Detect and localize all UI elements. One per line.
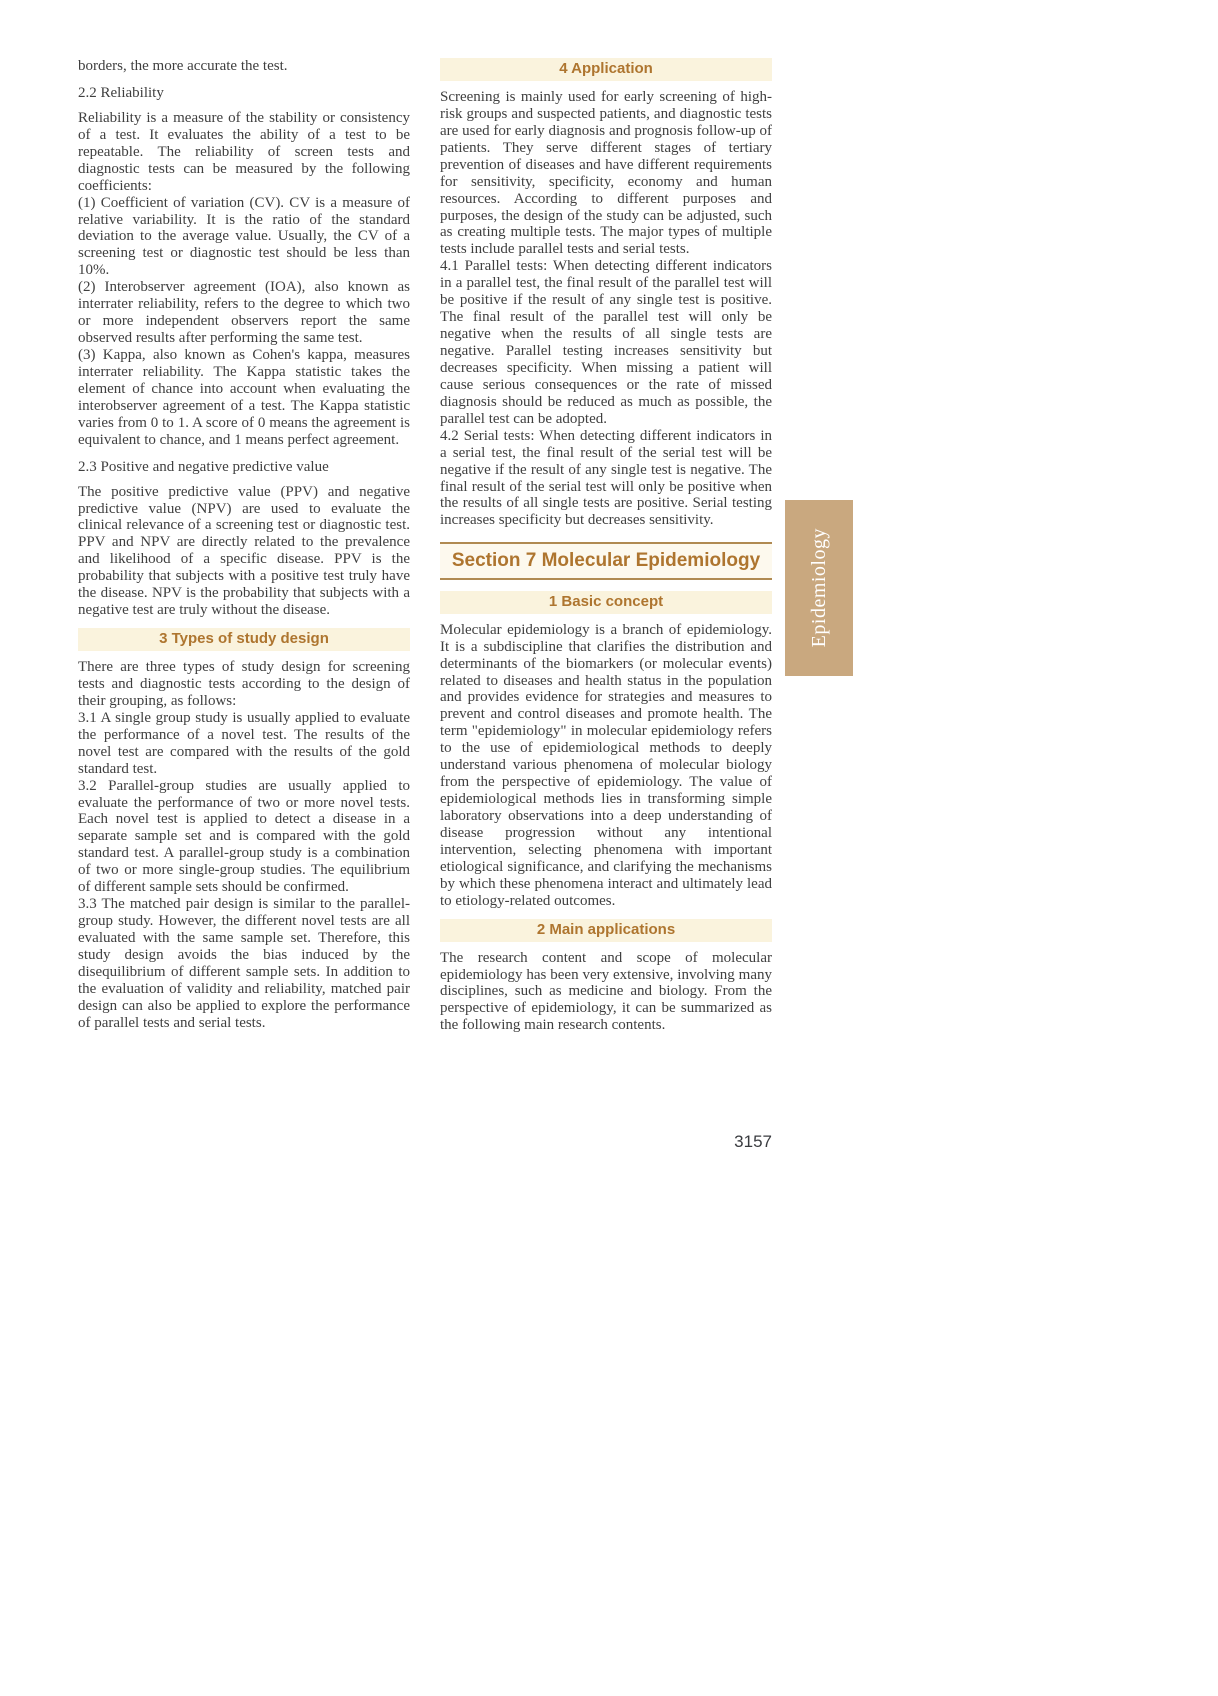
paragraph: 3.3 The matched pair design is similar to the parallel-group study. However, the different novel tests are all evaluated with the same sample set. Therefore, this study design avoids the bias induced by the disequilibrium of different sample sets. In addition to the evaluation of validity and reliability, matched pair design can also be applied to explore the performance of parallel tests and serial tests. [78, 896, 410, 1031]
highlighted-heading: 2 Main applications [440, 919, 772, 942]
section-heading: Section 7 Molecular Epidemiology [440, 542, 772, 579]
subsection-heading: 2.2 Reliability [78, 84, 164, 101]
paragraph: The research content and scope of molecular epidemiology has been very extensive, involving many disciplines, such as medicine and biology. From the perspective of epidemiology, it can be summarized as the following main research contents. [440, 949, 772, 1034]
paragraph: 4.1 Parallel tests: When detecting different indicators in a parallel test, the final result of the parallel test will be positive if the result of any single test is positive. The final result of the parallel test will only be negative when the results of all single tests are negative. Parallel testing increases sensitivity but decreases specificity. When missing a patient will cause serious consequences or the rate of missed diagnosis should be reduced as much as possible, the parallel test can be adopted. [440, 258, 772, 427]
right-column [440, 58, 772, 1034]
page-number: 3157 [734, 1132, 772, 1151]
paragraph: (3) Kappa, also known as Cohen's kappa, measures interrater reliability. The Kappa statistic takes the element of chance into account when evaluating the interobserver agreement of a test. The Kappa statistic varies from 0 to 1. A score of 0 means the agreement is equivalent to chance, and 1 means perfect agreement. [78, 347, 410, 448]
chapter-side-tab[interactable] [785, 500, 853, 676]
highlighted-heading: 4 Application [440, 58, 772, 81]
paragraph: 4.2 Serial tests: When detecting different indicators in a serial test, the final result of the serial test will be negative if the result of any single test is negative. The final result of the serial test will only be positive when the results of all single tests are positive. Serial testing increases specificity but decreases sensitivity. [440, 427, 772, 529]
page-content [78, 58, 772, 1034]
paragraph: 3.2 Parallel-group studies are usually applied to evaluate the performance of two or more novel tests. Each novel test is applied to detect a disease in a separate sample set and is compared with the gold standard test. A parallel-group study is a combination of two or more single-group studies. The equilibrium of different sample sets should be confirmed. [78, 777, 410, 896]
paragraph: borders, the more accurate the test. [78, 58, 288, 74]
chapter-side-tab-label: Epidemiology [807, 528, 830, 648]
highlighted-heading: 3 Types of study design [78, 628, 410, 651]
subsection-heading: 2.3 Positive and negative predictive value [78, 458, 329, 475]
paragraph: Reliability is a measure of the stability or consistency of a test. It evaluates the ability of a test to be repeatable. The reliability of screen tests and diagnostic tests can be measured by the following coefficients: [78, 109, 410, 194]
paragraph: (1) Coefficient of variation (CV). CV is a measure of relative variability. It is the ratio of the standard deviation to the average value. Usually, the CV of a screening test or diagnostic test should be less than 10%. [78, 194, 410, 279]
left-column [78, 58, 410, 1034]
paragraph: Molecular epidemiology is a branch of epidemiology. It is a subdiscipline that clarifies the distribution and determinants of the biomarkers (or molecular events) related to diseases and health status in the population and provides evidence for strategies and measures to prevent and control diseases and promote health. The term "epidemiology" in molecular epidemiology refers to the use of epidemiological methods to deeply understand various phenomena of molecular biology from the perspective of epidemiology. The value of epidemiological methods lies in transforming simple laboratory observations into a deep understanding of disease progression without any intentional intervention, selecting phenomena with important etiological significance, and clarifying the mechanisms by which these phenomena interact and ultimately lead to etiology-related outcomes. [440, 621, 772, 909]
paragraph: 3.1 A single group study is usually applied to evaluate the performance of a novel test. The results of the novel test are compared with the results of the gold standard test. [78, 709, 410, 777]
paragraph: Screening is mainly used for early screening of high-risk groups and suspected patients, and diagnostic tests are used for early diagnosis and prognosis follow-up of patients. They serve different stages of tertiary prevention of diseases and have different requirements for sensitivity, specificity, economy and human resources. According to different purposes and purposes, the design of the study can be adjusted, such as creating multiple tests. The major types of multiple tests include parallel tests and serial tests. [440, 88, 772, 258]
highlighted-heading: 1 Basic concept [440, 591, 772, 614]
paragraph: The positive predictive value (PPV) and negative predictive value (NPV) are used to evaluate the clinical relevance of a screening test or diagnostic test. PPV and NPV are directly related to the prevalence and likelihood of a specific disease. PPV is the probability that subjects with a positive test truly have the disease. NPV is the probability that subjects with a negative test are truly without the disease. [78, 483, 410, 619]
paragraph: (2) Interobserver agreement (IOA), also known as interrater reliability, refers to the degree to which two or more independent observers report the same observed results after performing the same test. [78, 279, 410, 347]
paragraph: There are three types of study design for screening tests and diagnostic tests according to the design of their grouping, as follows: [78, 659, 410, 709]
